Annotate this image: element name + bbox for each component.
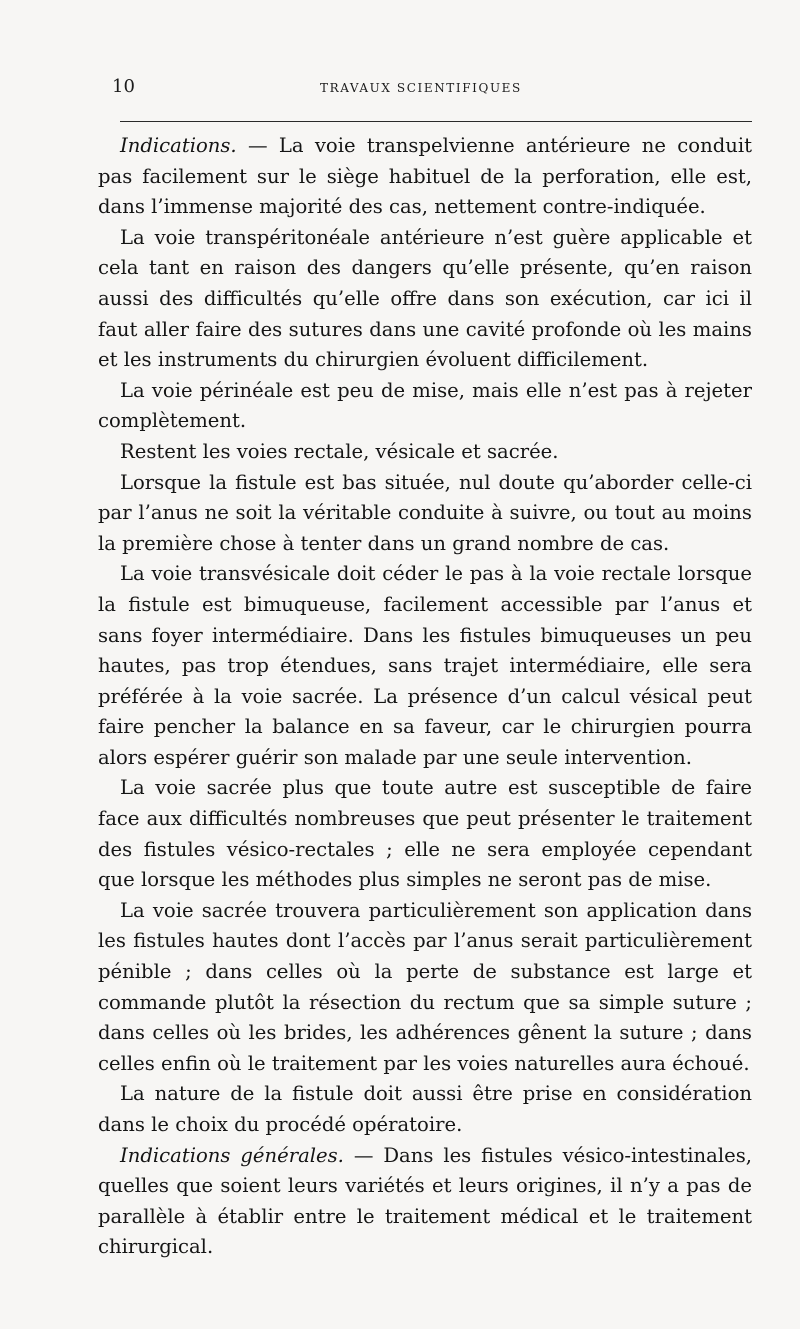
paragraph-indications-generales [98, 1141, 752, 1263]
paragraph-indications [98, 131, 752, 223]
running-head [112, 76, 752, 102]
running-title: TRAVAUX SCIENTIFIQUES [320, 81, 522, 95]
paragraph: La nature de la fistule doit aussi être prise en considération dans le choix du procédé opératoire. [98, 1082, 752, 1136]
paragraph: La voie sacrée trouvera particulièrement son application dans les fistules hautes dont l’accès par l’anus serait particulièrement pénible ; dans celles où la perte de substance est large et commande plutôt la résection du rectum que sa simple suture ; dans celles où les brides, les adhérences gênent la suture ; dans celles enfin où le traitement par les voies naturelles aura échoué. [98, 898, 752, 1075]
header-rule [120, 121, 752, 122]
section-lead: Indications. [120, 134, 237, 157]
page-number: 10 [112, 76, 135, 97]
paragraph: Lorsque la fistule est bas située, nul doute qu’aborder celle-ci par l’anus ne soit la véritable conduite à suivre, ou tout au moins la première chose à tenter dans un grand nombre de cas. [98, 470, 752, 555]
paragraph-text: — Dans les fistules vésico-intestinales, quelles que soient leurs variétés et leurs origines, il n’y a pas de parallèle à établir entre le traitement médical et le traitement chirurgical. [98, 1143, 752, 1259]
paragraph: La voie transvésicale doit céder le pas à la voie rectale lorsque la fistule est bimuqueuse, facilement accessible par l’anus et sans foyer intermédiaire. Dans les fistules bimuqueuses un peu hautes, pas trop étendues, sans trajet intermédiaire, elle sera préférée à la voie sacrée. La présence d’un calcul vésical peut faire pencher la balance en sa faveur, car le chirurgien pourra alors espérer guérir son malade par une seule intervention. [98, 562, 752, 769]
body-text [98, 131, 752, 1263]
paragraph: La voie périnéale est peu de mise, mais elle n’est pas à rejeter complètement. [98, 378, 752, 433]
paragraph-text: — La voie transpelvienne antérieure ne conduit pas facilement sur le siège habituel de la perforation, elle est, dans l’immense majorité des cas, nettement contre-indiquée. [98, 134, 752, 219]
paragraph: La voie sacrée plus que toute autre est susceptible de faire face aux difficultés nombreuses que peut présenter le traitement des fistules vésico-rectales ; elle ne sera employée cependant que lorsque les méthodes plus simples ne seront pas de mise. [98, 776, 752, 892]
paragraph: La voie transpéritonéale antérieure n’est guère applicable et cela tant en raison des dangers qu’elle présente, qu’en raison aussi des difficultés qu’elle offre dans son exécution, car ici il faut aller faire des sutures dans une cavité profonde où les mains et les instruments du chirurgien évoluent difficilement. [98, 225, 752, 372]
section-lead: Indications générales. [120, 1143, 344, 1167]
paragraph: Restent les voies rectale, vésicale et sacrée. [120, 439, 559, 463]
